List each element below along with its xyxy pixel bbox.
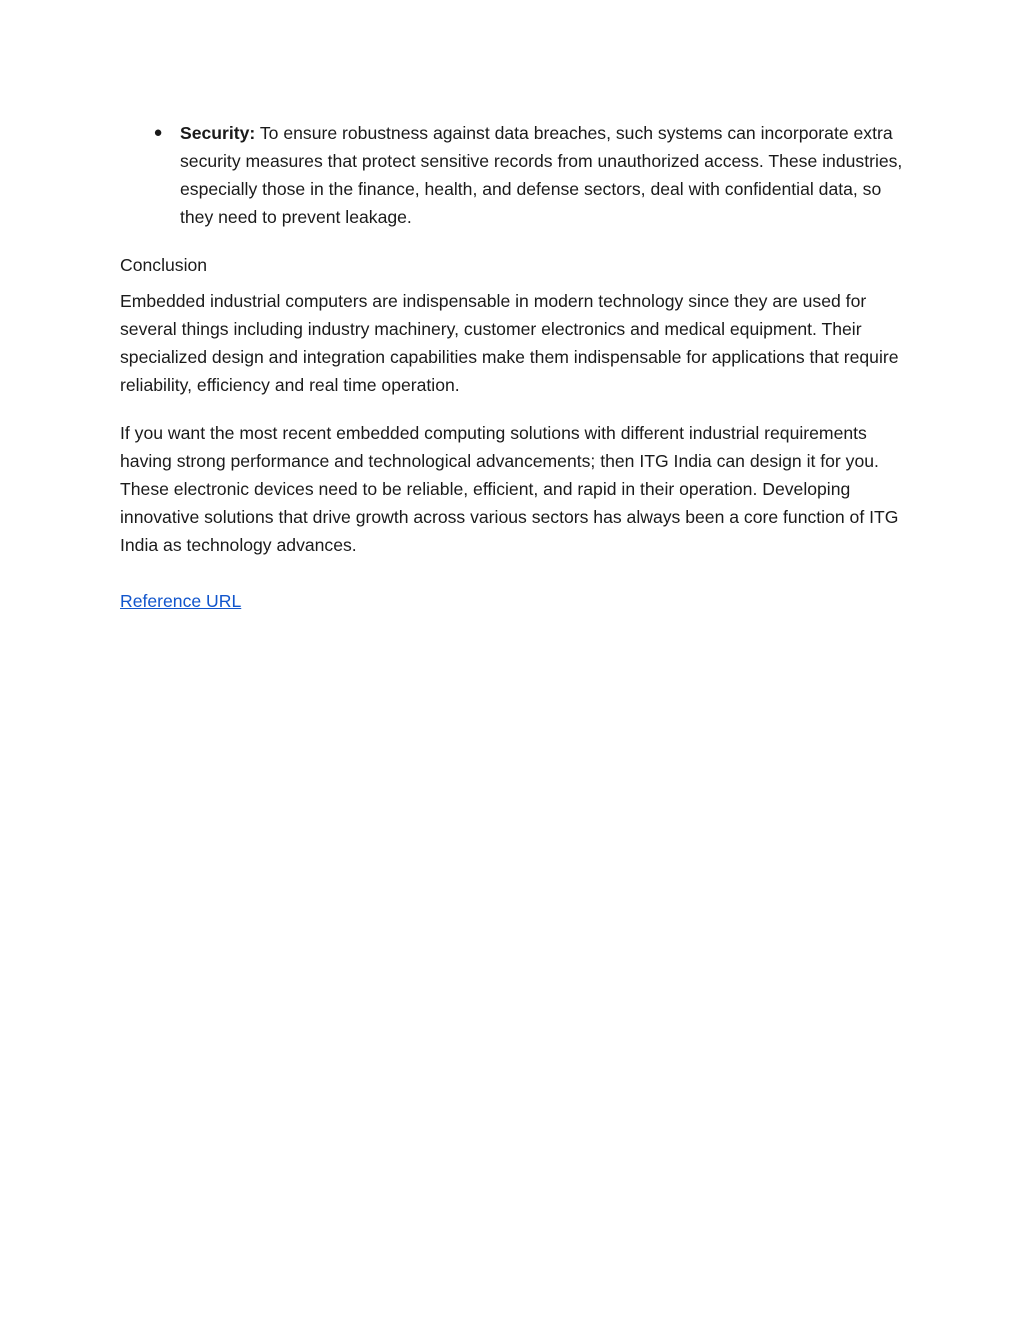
- bullet-label: Security:: [180, 123, 256, 143]
- bullet-body-text: To ensure robustness against data breaches, such systems can incorporate extra security measures that protect sensitive records from unauthorized access. These industries, especially those in the finance, health, and defense sectors, deal with confidential data, so they need to prevent leakage.: [180, 123, 903, 227]
- reference-url-link[interactable]: Reference URL: [120, 591, 242, 611]
- document-body: [120, 119, 906, 615]
- security-bullet-item: [120, 119, 906, 231]
- bullet-icon: ●: [153, 124, 163, 141]
- conclusion-paragraph-1: Embedded industrial computers are indispensable in modern technology since they are used for several things including industry machinery, customer electronics and medical equipment. Their specialized design and integration capabilities make them indispensable for applications that require reliability, efficiency and real time operation.: [120, 291, 899, 395]
- conclusion-heading: Conclusion: [120, 255, 208, 275]
- bullet-paragraph: [180, 119, 906, 231]
- conclusion-paragraph-2: If you want the most recent embedded computing solutions with different industrial requirements having strong performance and technological advancements; then ITG India can design it for you. These electronic devices need to be reliable, efficient, and rapid in their operation. Developing innovative solutions that drive growth across various sectors has always been a core function of ITG India as technology advances.: [120, 423, 899, 555]
